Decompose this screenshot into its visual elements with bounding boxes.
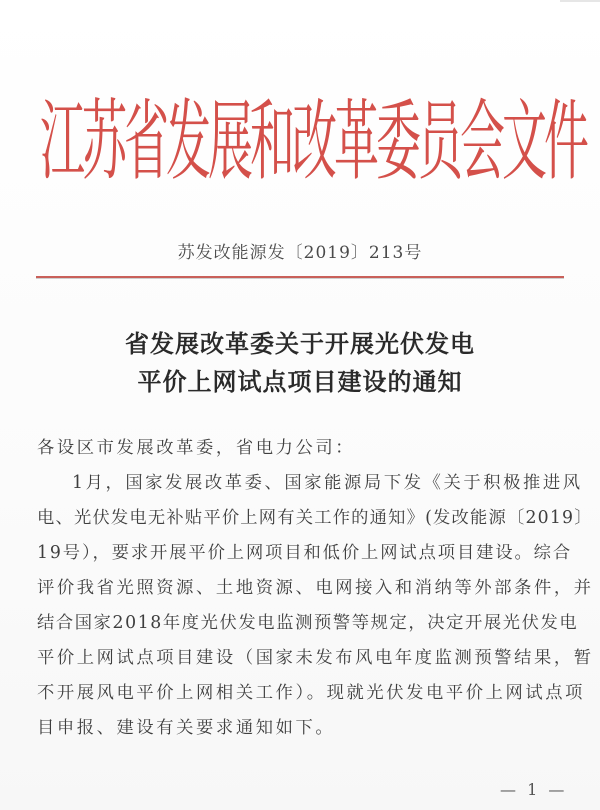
body-line: 不开展风电平价上网相关工作）。现就光伏发电平价上网试点项: [37, 683, 586, 703]
notice-heading-line-1: 省发展改革委关于开展光伏发电: [125, 329, 475, 358]
scan-edge-mark: [560, 0, 600, 2]
body-line: 19号），要求开展平价上网项目和低价上网试点项目建设。综合: [37, 543, 573, 563]
document-number: 苏发改能源发〔2019〕213号: [177, 243, 423, 263]
body-line: 目申报、建设有关要求通知如下。: [37, 718, 336, 738]
salutation: 各设区市发展改革委，省电力公司：: [37, 438, 356, 458]
body-line: 结合国家2018年度光伏发电监测预警等规定，决定开展光伏发电: [37, 613, 579, 633]
notice-heading-line-2: 平价上网试点项目建设的通知: [137, 367, 463, 396]
body-line: 1月，国家发展改革委、国家能源局下发《关于积极推进风: [72, 473, 583, 493]
body-line: 电、光伏发电无补贴平价上网有关工作的通知》(发改能源〔2019〕: [37, 508, 593, 528]
page-number: — 1 —: [500, 780, 568, 799]
body-line: 评价我省光照资源、土地资源、电网接入和消纳等外部条件，并: [37, 578, 594, 598]
masthead-title: 江苏省发展和改革委员会文件: [40, 93, 587, 191]
body-line: 平价上网试点项目建设（国家未发布风电年度监测预警结果，暂: [37, 648, 594, 668]
red-divider-line: [36, 276, 564, 278]
